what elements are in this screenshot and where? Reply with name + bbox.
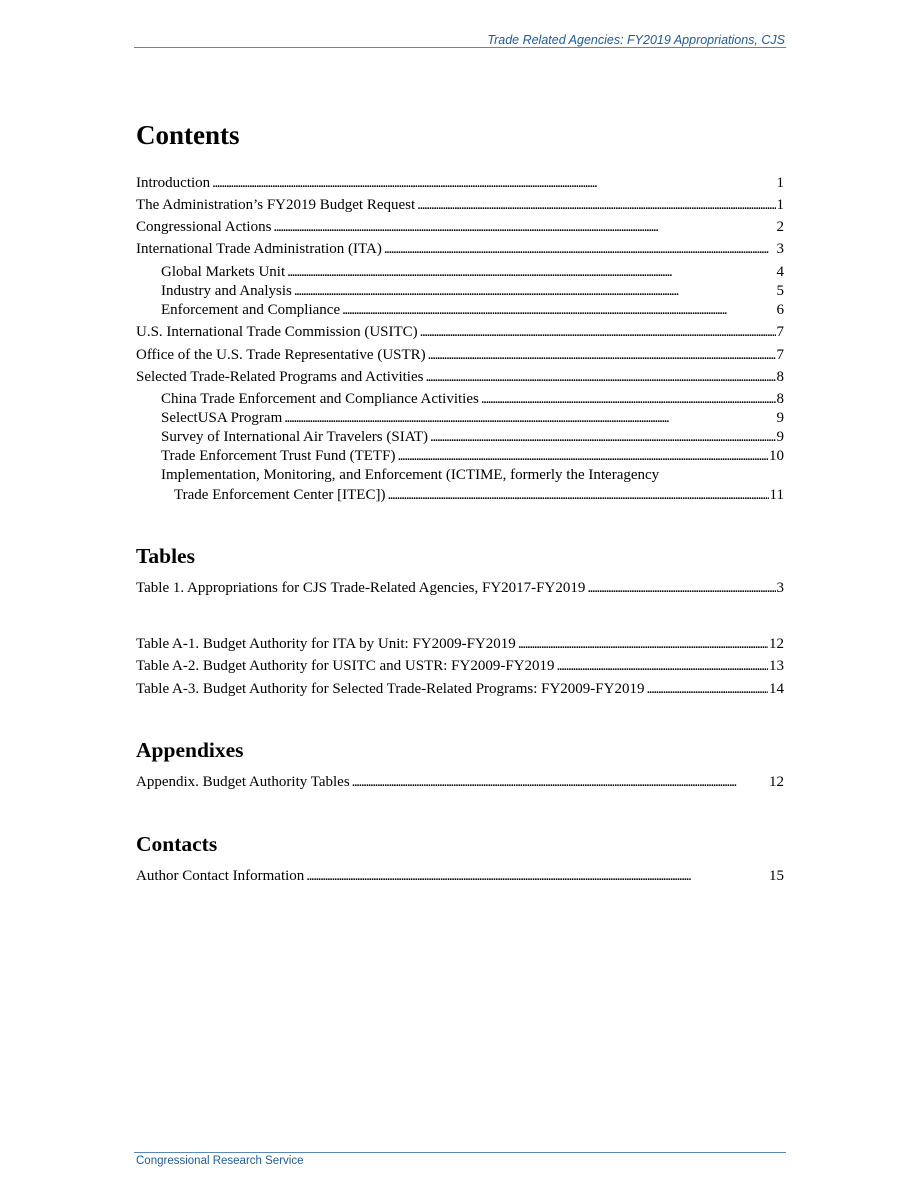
toc-entry-page: 8 (776, 391, 784, 407)
toc-entry-ictime[interactable] (174, 486, 784, 505)
toc-entry-page: 5 (776, 283, 784, 299)
toc-entry-label: Table A-3. Budget Authority for Selected Trade-Related Programs: FY2009-FY2019 (136, 681, 645, 697)
toc-entry-label: U.S. International Trade Commission (USITC) (136, 324, 418, 340)
toc-entry-page: 12 (769, 636, 784, 652)
toc-entry-label: Congressional Actions (136, 219, 272, 235)
dot-leader (384, 240, 776, 259)
appendixes-heading: Appendixes (136, 738, 244, 762)
dot-leader (557, 657, 768, 676)
toc-entry-page: 1 (776, 197, 784, 213)
contacts-heading: Contacts (136, 832, 218, 856)
toc-entry-label: Industry and Analysis (161, 283, 292, 299)
toc-entry-page: 10 (769, 448, 784, 464)
header-rule (134, 47, 786, 48)
toc-entry-label: International Trade Administration (ITA) (136, 241, 382, 257)
toc-entry-label: Table A-2. Budget Authority for USITC and USTR: FY2009-FY2019 (136, 658, 555, 674)
toc-entry-budget-request[interactable] (136, 196, 784, 215)
footer-rule (134, 1152, 786, 1153)
footer-publisher: Congressional Research Service (136, 1155, 304, 1167)
toc-entry-page: 8 (776, 369, 784, 385)
dot-leader (273, 218, 775, 237)
toc-entry-table-a1[interactable] (136, 635, 784, 654)
contents-heading: Contents (136, 120, 240, 150)
toc-entry-author-contact[interactable] (136, 867, 784, 886)
toc-entry-label: Trade Enforcement Center [ITEC]) (174, 487, 386, 503)
dot-leader (430, 428, 775, 447)
running-header: Trade Related Agencies: FY2019 Appropriations, CJS (487, 33, 785, 47)
dot-leader (212, 174, 775, 193)
toc-entry-siat[interactable] (161, 428, 784, 447)
toc-entry-tetf[interactable] (161, 447, 784, 466)
toc-entry-label: Office of the U.S. Trade Representative (USTR) (136, 347, 426, 363)
toc-entry-label: Table A-1. Budget Authority for ITA by Unit: FY2009-FY2019 (136, 636, 516, 652)
dot-leader (428, 346, 776, 365)
toc-entry-page: 15 (769, 868, 784, 884)
toc-entry-industry-analysis[interactable] (161, 282, 784, 301)
toc-entry-label: Table 1. Appropriations for CJS Trade-Related Agencies, FY2017-FY2019 (136, 580, 586, 596)
toc-entry-enforcement-compliance[interactable] (161, 301, 784, 320)
dot-leader (425, 368, 775, 387)
toc-entry-label: Appendix. Budget Authority Tables (136, 774, 350, 790)
toc-entry-congressional-actions[interactable] (136, 218, 784, 237)
toc-entry-page: 14 (769, 681, 784, 697)
dot-leader (420, 323, 776, 342)
toc-entry-ita[interactable] (136, 240, 784, 259)
toc-entry-page: 6 (776, 302, 784, 318)
toc-entry-global-markets[interactable] (161, 263, 784, 282)
toc-entry-page: 11 (769, 487, 784, 503)
dot-leader (518, 635, 768, 654)
dot-leader (481, 390, 776, 409)
toc-entry-label: Trade Enforcement Trust Fund (TETF) (161, 448, 396, 464)
toc-entry-page: 9 (776, 410, 784, 426)
dot-leader (397, 447, 768, 466)
toc-entry-table-a2[interactable] (136, 657, 784, 676)
toc-entry-label: Introduction (136, 175, 211, 191)
toc-entry-page: 4 (776, 264, 784, 280)
toc-entry-label: The Administration’s FY2019 Budget Request (136, 197, 416, 213)
toc-entry-page: 7 (776, 347, 784, 363)
dot-leader (294, 282, 776, 301)
toc-entry-selectusa[interactable] (161, 409, 784, 428)
dot-leader (287, 263, 775, 282)
toc-entry-label: SelectUSA Program (161, 410, 283, 426)
toc-entry-label: Global Markets Unit (161, 264, 286, 280)
toc-entry-label: Author Contact Information (136, 868, 305, 884)
toc-entry-selected-programs[interactable] (136, 368, 784, 387)
dot-leader (417, 196, 775, 215)
toc-entry-introduction[interactable] (136, 174, 784, 193)
toc-entry-usitc[interactable] (136, 323, 784, 342)
toc-entry-page: 9 (776, 429, 784, 445)
toc-entry-page: 1 (776, 175, 784, 191)
toc-entry-label: Enforcement and Compliance (161, 302, 341, 318)
toc-entry-ustr[interactable] (136, 346, 784, 365)
dot-leader (352, 773, 768, 792)
dot-leader (306, 867, 768, 886)
toc-entry-page: 2 (776, 219, 784, 235)
toc-entry-table-a3[interactable] (136, 680, 784, 699)
dot-leader (646, 680, 768, 699)
toc-entry-page: 12 (769, 774, 784, 790)
toc-entry-table-1[interactable] (136, 579, 784, 598)
tables-heading: Tables (136, 544, 195, 568)
toc-entry-label: Survey of International Air Travelers (SIAT) (161, 429, 429, 445)
dot-leader (587, 579, 775, 598)
toc-entry-page: 7 (776, 324, 784, 340)
dot-leader (342, 301, 775, 320)
toc-entry-page: 3 (776, 580, 784, 596)
dot-leader (284, 409, 775, 428)
toc-entry-page: 13 (769, 658, 784, 674)
toc-entry-appendix[interactable] (136, 773, 784, 792)
toc-entry-page: 3 (776, 241, 784, 257)
dot-leader (387, 486, 768, 505)
toc-entry-china-trade[interactable] (161, 390, 784, 409)
toc-entry-label: Selected Trade-Related Programs and Activities (136, 369, 424, 385)
toc-entry-ictime-line1[interactable]: Implementation, Monitoring, and Enforcement (ICTIME, formerly the Interagency (161, 467, 660, 483)
toc-entry-label: China Trade Enforcement and Compliance Activities (161, 391, 479, 407)
